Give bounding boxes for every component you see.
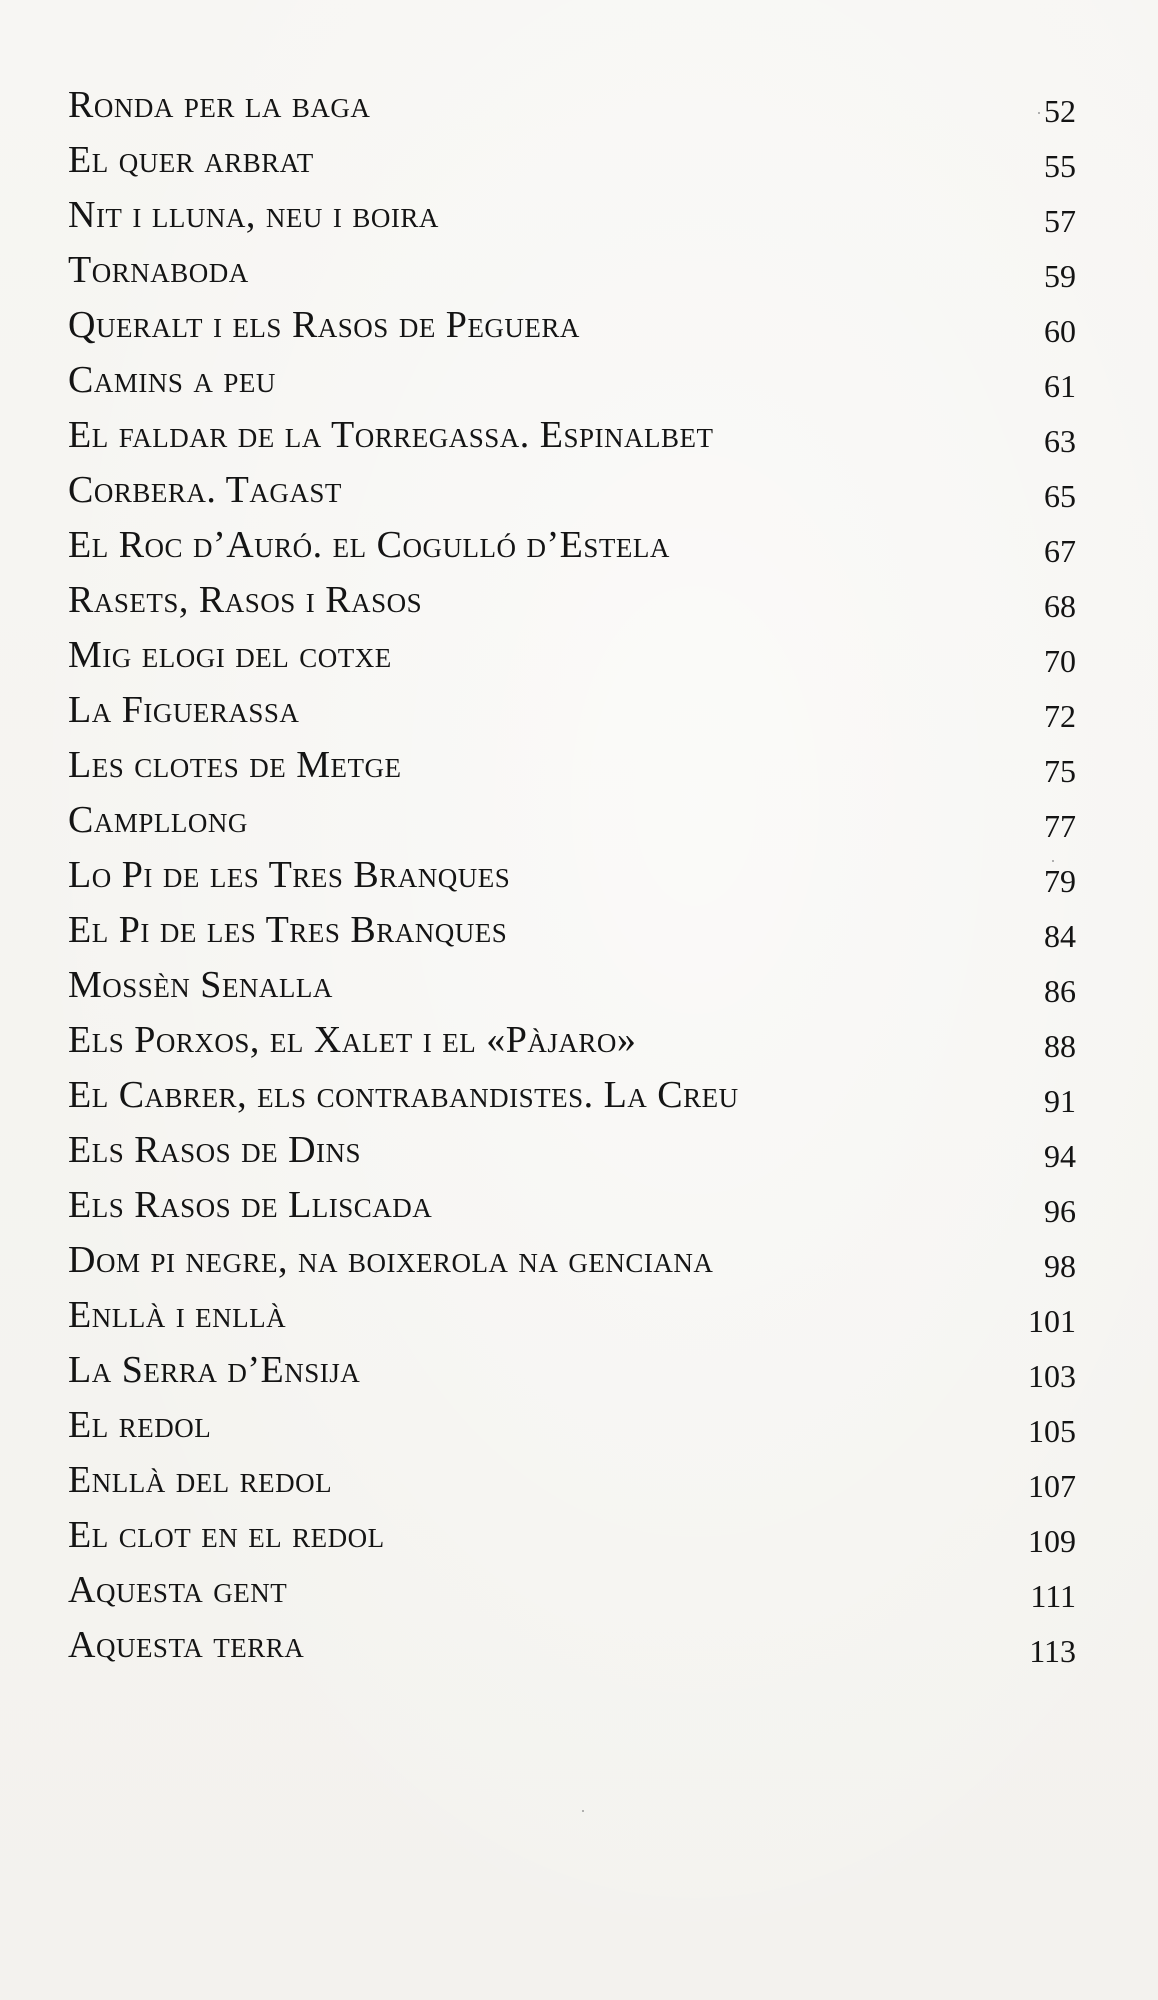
toc-entry-page: 70 — [1044, 643, 1076, 679]
toc-entry — [68, 243, 1076, 298]
toc-entry-title: Ronda per la baga — [68, 84, 371, 126]
toc-entry — [68, 1508, 1076, 1563]
toc-entry-title: Els Rasos de Dins — [68, 1129, 362, 1171]
paper-speck — [1038, 112, 1040, 114]
toc-entry — [68, 1013, 1076, 1068]
toc-entry-page: 88 — [1044, 1028, 1076, 1064]
toc-entry-page: 107 — [1028, 1468, 1076, 1504]
toc-entry-title: Nit i lluna, neu i boira — [68, 194, 439, 236]
toc-entry-title: El faldar de la Torregassa. Espinalbet — [68, 414, 714, 456]
toc-entry — [68, 1068, 1076, 1123]
toc-entry — [68, 683, 1076, 738]
toc-entry — [68, 463, 1076, 518]
toc-entry — [68, 1563, 1076, 1618]
toc-entry — [68, 1618, 1076, 1673]
toc-entry-page: 68 — [1044, 588, 1076, 624]
toc-entry-title: El Pi de les Tres Branques — [68, 909, 508, 951]
toc-entry-title: La Serra d’Ensija — [68, 1349, 361, 1391]
toc-entry — [68, 188, 1076, 243]
toc-entry-title: Mossèn Senalla — [68, 964, 333, 1006]
toc-entry — [68, 78, 1076, 133]
paper-speck — [1052, 860, 1054, 862]
toc-entry — [68, 958, 1076, 1013]
toc-entry — [68, 738, 1076, 793]
toc-entry-title: Les clotes de Metge — [68, 744, 402, 786]
toc-entry-page: 75 — [1044, 753, 1076, 789]
toc-entry-title: Corbera. Tagast — [68, 469, 342, 511]
toc-entry-title: El clot en el redol — [68, 1514, 385, 1556]
toc-entry-page: 55 — [1044, 148, 1076, 184]
toc-entry — [68, 408, 1076, 463]
toc-entry-page: 57 — [1044, 203, 1076, 239]
toc-entry — [68, 793, 1076, 848]
toc-entry-title: Camins a peu — [68, 359, 276, 401]
toc-entry-page: 105 — [1028, 1413, 1076, 1449]
toc-entry-page: 52 — [1044, 93, 1076, 129]
toc-entry-page: 94 — [1044, 1138, 1076, 1174]
toc-entry-page: 61 — [1044, 368, 1076, 404]
toc-entry-page: 59 — [1044, 258, 1076, 294]
toc-entry-title: La Figuerassa — [68, 689, 300, 731]
toc-entry — [68, 1288, 1076, 1343]
toc-entry-page: 103 — [1028, 1358, 1076, 1394]
toc-entry — [68, 353, 1076, 408]
toc-entry — [68, 903, 1076, 958]
toc-entry-page: 101 — [1028, 1303, 1076, 1339]
toc-entry-page: 96 — [1044, 1193, 1076, 1229]
toc-entry — [68, 518, 1076, 573]
toc-entry — [68, 1178, 1076, 1233]
toc-entry-page: 65 — [1044, 478, 1076, 514]
toc-entry — [68, 573, 1076, 628]
toc-entry-title: Lo Pi de les Tres Branques — [68, 854, 511, 896]
toc-entry — [68, 298, 1076, 353]
toc-entry-title: Rasets, Rasos i Rasos — [68, 579, 423, 621]
toc-entry-page: 86 — [1044, 973, 1076, 1009]
table-of-contents — [68, 78, 1076, 1673]
toc-entry-page: 77 — [1044, 808, 1076, 844]
toc-entry — [68, 1453, 1076, 1508]
toc-entry — [68, 848, 1076, 903]
toc-entry-page: 67 — [1044, 533, 1076, 569]
toc-entry-title: Tornaboda — [68, 249, 249, 291]
toc-entry-page: 91 — [1044, 1083, 1076, 1119]
toc-entry-title: El Cabrer, els contrabandistes. La Creu — [68, 1074, 739, 1116]
toc-entry — [68, 1398, 1076, 1453]
toc-entry-title: El quer arbrat — [68, 139, 314, 181]
toc-entry-title: El redol — [68, 1404, 212, 1446]
toc-entry-page: 111 — [1030, 1578, 1076, 1614]
toc-entry — [68, 1343, 1076, 1398]
toc-entry-title: Campllong — [68, 799, 248, 841]
toc-entry-page: 84 — [1044, 918, 1076, 954]
paper-speck — [582, 1810, 584, 1812]
toc-entry-page: 72 — [1044, 698, 1076, 734]
toc-entry — [68, 1123, 1076, 1178]
toc-entry-title: Enllà i enllà — [68, 1294, 287, 1336]
toc-entry-title: Enllà del redol — [68, 1459, 333, 1501]
toc-entry — [68, 133, 1076, 188]
toc-entry-title: Mig elogi del cotxe — [68, 634, 392, 676]
toc-entry-page: 60 — [1044, 313, 1076, 349]
toc-entry-page: 79 — [1044, 863, 1076, 899]
toc-entry-page: 113 — [1029, 1633, 1076, 1669]
toc-entry-page: 109 — [1028, 1523, 1076, 1559]
toc-entry — [68, 628, 1076, 683]
toc-entry-page: 63 — [1044, 423, 1076, 459]
toc-entry-title: Dom pi negre, na boixerola na genciana — [68, 1239, 714, 1281]
toc-entry-title: Els Porxos, el Xalet i el «Pàjaro» — [68, 1019, 637, 1061]
toc-entry-title: Aquesta terra — [68, 1624, 305, 1666]
toc-entry — [68, 1233, 1076, 1288]
toc-entry-title: El Roc d’Auró. el Cogulló d’Estela — [68, 524, 670, 566]
toc-entry-title: Aquesta gent — [68, 1569, 288, 1611]
toc-entry-title: Els Rasos de Lliscada — [68, 1184, 433, 1226]
toc-entry-title: Queralt i els Rasos de Peguera — [68, 304, 580, 346]
toc-entry-page: 98 — [1044, 1248, 1076, 1284]
